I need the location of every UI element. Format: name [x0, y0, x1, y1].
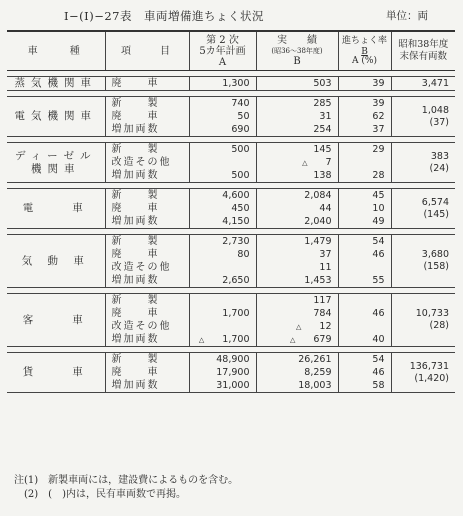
holdings-cell	[391, 235, 455, 288]
actual-value: 18,003	[298, 380, 332, 391]
progress-value: 54	[372, 354, 385, 365]
holdings-cell	[391, 77, 455, 91]
vehicle-type-cell	[7, 235, 105, 288]
header-holdings: 昭和38年度 末保有両数	[391, 31, 455, 71]
plan-cell	[189, 97, 256, 137]
item-label: 廃 車	[111, 308, 160, 319]
plan-value: 50	[237, 111, 250, 122]
plan-cell	[189, 77, 256, 91]
actual-value: △ 679	[289, 334, 332, 345]
actual-value: 37	[319, 249, 332, 260]
progress-cell	[338, 353, 391, 393]
vehicle-type-cell	[7, 97, 105, 137]
vehicle-type: 気 動 車	[21, 254, 90, 267]
footnote-2: (2) ( )内は，民有車両数で再掲。	[14, 489, 186, 500]
progress-value: 46	[372, 367, 385, 378]
footnote-1: 注(1) 新製車両には，建設費によるものを含む。	[14, 475, 239, 486]
actual-cell	[256, 235, 338, 288]
actual-cell	[256, 353, 338, 393]
item-label: 廃 車	[111, 111, 160, 122]
plan-value: △ 1,700	[198, 334, 250, 345]
progress-value: 40	[372, 334, 385, 345]
plan-cell	[189, 353, 256, 393]
progress-value	[339, 294, 385, 307]
actual-value: 1,479	[304, 236, 332, 247]
progress-cell	[338, 77, 391, 91]
item-cell	[105, 189, 189, 229]
progress-cell	[338, 189, 391, 229]
progress-value: 39	[372, 98, 385, 109]
item-cell	[105, 77, 189, 91]
holdings-value: 136,731	[409, 360, 449, 372]
actual-value: 1,453	[304, 275, 332, 286]
actual-value: △ 12	[296, 321, 332, 332]
vehicle-type-cell	[7, 143, 105, 183]
actual-cell	[256, 294, 338, 347]
actual-value: △ 7	[302, 157, 332, 168]
holdings-private-value: (158)	[423, 261, 449, 272]
vehicle-type: 客 車	[22, 313, 89, 326]
vehicle-group-row	[7, 235, 455, 288]
actual-value: 117	[313, 295, 332, 306]
vehicle-group-row	[7, 143, 455, 183]
plan-value: 2,730	[222, 236, 250, 247]
holdings-cell	[391, 143, 455, 183]
plan-value: 1,700	[222, 308, 250, 319]
item-label: 廃 車	[111, 367, 160, 378]
decrease-triangle-icon: △	[302, 159, 308, 167]
plan-value: 4,150	[222, 216, 250, 227]
actual-value: 11	[319, 262, 332, 273]
progress-value	[339, 156, 385, 169]
item-cell	[105, 353, 189, 393]
item-cell	[105, 235, 189, 288]
item-label: 廃 車	[111, 203, 160, 214]
plan-cell	[189, 143, 256, 183]
item-label: 改造その他	[111, 321, 172, 332]
item-label: 新 製	[111, 144, 160, 155]
item-label: 廃 車	[111, 78, 160, 89]
vehicle-type: 電気機関車	[14, 110, 97, 122]
vehicle-group-row	[7, 97, 455, 137]
holdings-private-value: (1,420)	[414, 372, 449, 384]
item-label: 増加両数	[111, 380, 160, 391]
item-label: 改造その他	[111, 157, 172, 168]
holdings-private-value: (145)	[423, 208, 449, 220]
actual-value: 285	[313, 98, 332, 109]
header-vehicle: 車 種	[7, 31, 105, 71]
item-label: 増加両数	[111, 124, 160, 135]
title-bar	[0, 8, 463, 26]
footnotes	[14, 474, 238, 502]
item-cell	[105, 97, 189, 137]
progress-value: 62	[372, 111, 385, 122]
actual-value: 503	[313, 78, 332, 89]
holdings-value: 3,471	[421, 77, 449, 89]
item-label: 新 製	[111, 354, 160, 365]
actual-value: 784	[313, 308, 332, 319]
item-label: 増加両数	[111, 334, 160, 345]
progress-value: 28	[372, 170, 385, 181]
item-label: 新 製	[111, 190, 160, 201]
holdings-cell	[391, 97, 455, 137]
holdings-private-value: (37)	[429, 116, 449, 128]
actual-cell	[256, 189, 338, 229]
actual-value: 8,259	[304, 367, 332, 378]
vehicle-group-row	[7, 294, 455, 347]
item-label: 廃 車	[111, 249, 160, 260]
actual-value: 138	[313, 170, 332, 181]
vehicle-group-row	[7, 189, 455, 229]
plan-cell	[189, 235, 256, 288]
holdings-cell	[391, 294, 455, 347]
plan-value: 690	[231, 124, 250, 135]
progress-value: 54	[372, 236, 385, 247]
actual-value: 145	[313, 144, 332, 155]
plan-cell	[189, 189, 256, 229]
table-title: I−(I)−27表 車両増備進ちょく状況	[64, 9, 264, 23]
plan-value	[190, 261, 250, 274]
actual-cell	[256, 143, 338, 183]
progress-value: 37	[372, 124, 385, 135]
holdings-private-value: (28)	[429, 320, 449, 331]
vehicle-type: 貨 車	[22, 366, 89, 378]
item-label: 増加両数	[111, 170, 160, 181]
holdings-cell	[391, 353, 455, 393]
plan-value: 4,600	[222, 190, 250, 201]
plan-value: 80	[237, 249, 250, 260]
vehicle-type-cell	[7, 353, 105, 393]
table-header	[7, 31, 455, 71]
decrease-triangle-icon: △	[296, 323, 302, 331]
progress-value: 46	[372, 249, 385, 260]
progress-value	[339, 320, 385, 333]
actual-value: 31	[319, 111, 332, 122]
vehicle-type: ディーゼル機関車	[15, 149, 97, 175]
progress-cell	[338, 143, 391, 183]
decrease-triangle-icon: △	[289, 336, 296, 344]
progress-cell	[338, 294, 391, 347]
progress-value: 55	[372, 275, 385, 286]
vehicle-type-cell	[7, 189, 105, 229]
progress-value: 58	[372, 380, 385, 391]
header-progress: 進ちょく率 B A (%)	[338, 31, 391, 71]
plan-value: 740	[231, 98, 250, 109]
holdings-value: 3,680	[421, 249, 449, 260]
vehicle-type: 蒸気機関車	[14, 77, 97, 89]
item-label: 新 製	[111, 98, 160, 109]
progress-cell	[338, 235, 391, 288]
table-body	[7, 71, 455, 393]
progress-cell	[338, 97, 391, 137]
item-cell	[105, 143, 189, 183]
holdings-cell	[391, 189, 455, 229]
vehicle-type: 電 車	[22, 202, 89, 214]
plan-value: 2,650	[222, 275, 250, 286]
plan-value	[190, 294, 250, 307]
plan-value	[190, 156, 250, 169]
item-label: 増加両数	[111, 216, 160, 227]
unit-label: 単位：両	[386, 10, 428, 22]
plan-value	[190, 320, 250, 333]
holdings-value: 1,048	[421, 104, 449, 116]
holdings-private-value: (24)	[429, 162, 449, 174]
plan-value: 450	[231, 203, 250, 214]
progress-value: 45	[372, 190, 385, 201]
plan-value: 17,900	[216, 367, 250, 378]
plan-value: 48,900	[216, 354, 250, 365]
plan-value: 500	[231, 170, 250, 181]
actual-value: 254	[313, 124, 332, 135]
item-label: 新 製	[111, 236, 160, 247]
header-item: 項 目	[105, 31, 189, 71]
actual-value: 2,084	[304, 190, 332, 201]
holdings-value: 383	[430, 150, 449, 162]
item-label: 改造その他	[111, 262, 172, 273]
plan-cell	[189, 294, 256, 347]
progress-value: 49	[372, 216, 385, 227]
vehicle-type-cell	[7, 77, 105, 91]
progress-value: 29	[372, 144, 385, 155]
header-plan: 第 2 次 5カ年計画 A	[189, 31, 256, 71]
progress-table	[7, 30, 455, 393]
holdings-value: 6,574	[421, 196, 449, 208]
actual-value: 26,261	[298, 354, 332, 365]
vehicle-type-cell	[7, 294, 105, 347]
item-cell	[105, 294, 189, 347]
decrease-triangle-icon: △	[198, 336, 205, 344]
item-label: 増加両数	[111, 275, 160, 286]
progress-value: 39	[372, 78, 385, 89]
plan-value: 31,000	[216, 380, 250, 391]
holdings-value: 10,733	[415, 308, 449, 319]
progress-value: 10	[372, 203, 385, 214]
header-actual: 実 績 (昭36〜38年度) B	[256, 31, 338, 71]
item-label: 新 製	[111, 295, 160, 306]
actual-cell	[256, 77, 338, 91]
plan-value: 500	[231, 144, 250, 155]
progress-value	[339, 261, 385, 274]
plan-value: 1,300	[222, 78, 250, 89]
actual-value: 2,040	[304, 216, 332, 227]
actual-cell	[256, 97, 338, 137]
vehicle-group-row	[7, 353, 455, 393]
progress-value: 46	[372, 308, 385, 319]
actual-value: 44	[319, 203, 332, 214]
vehicle-group-row	[7, 77, 455, 91]
